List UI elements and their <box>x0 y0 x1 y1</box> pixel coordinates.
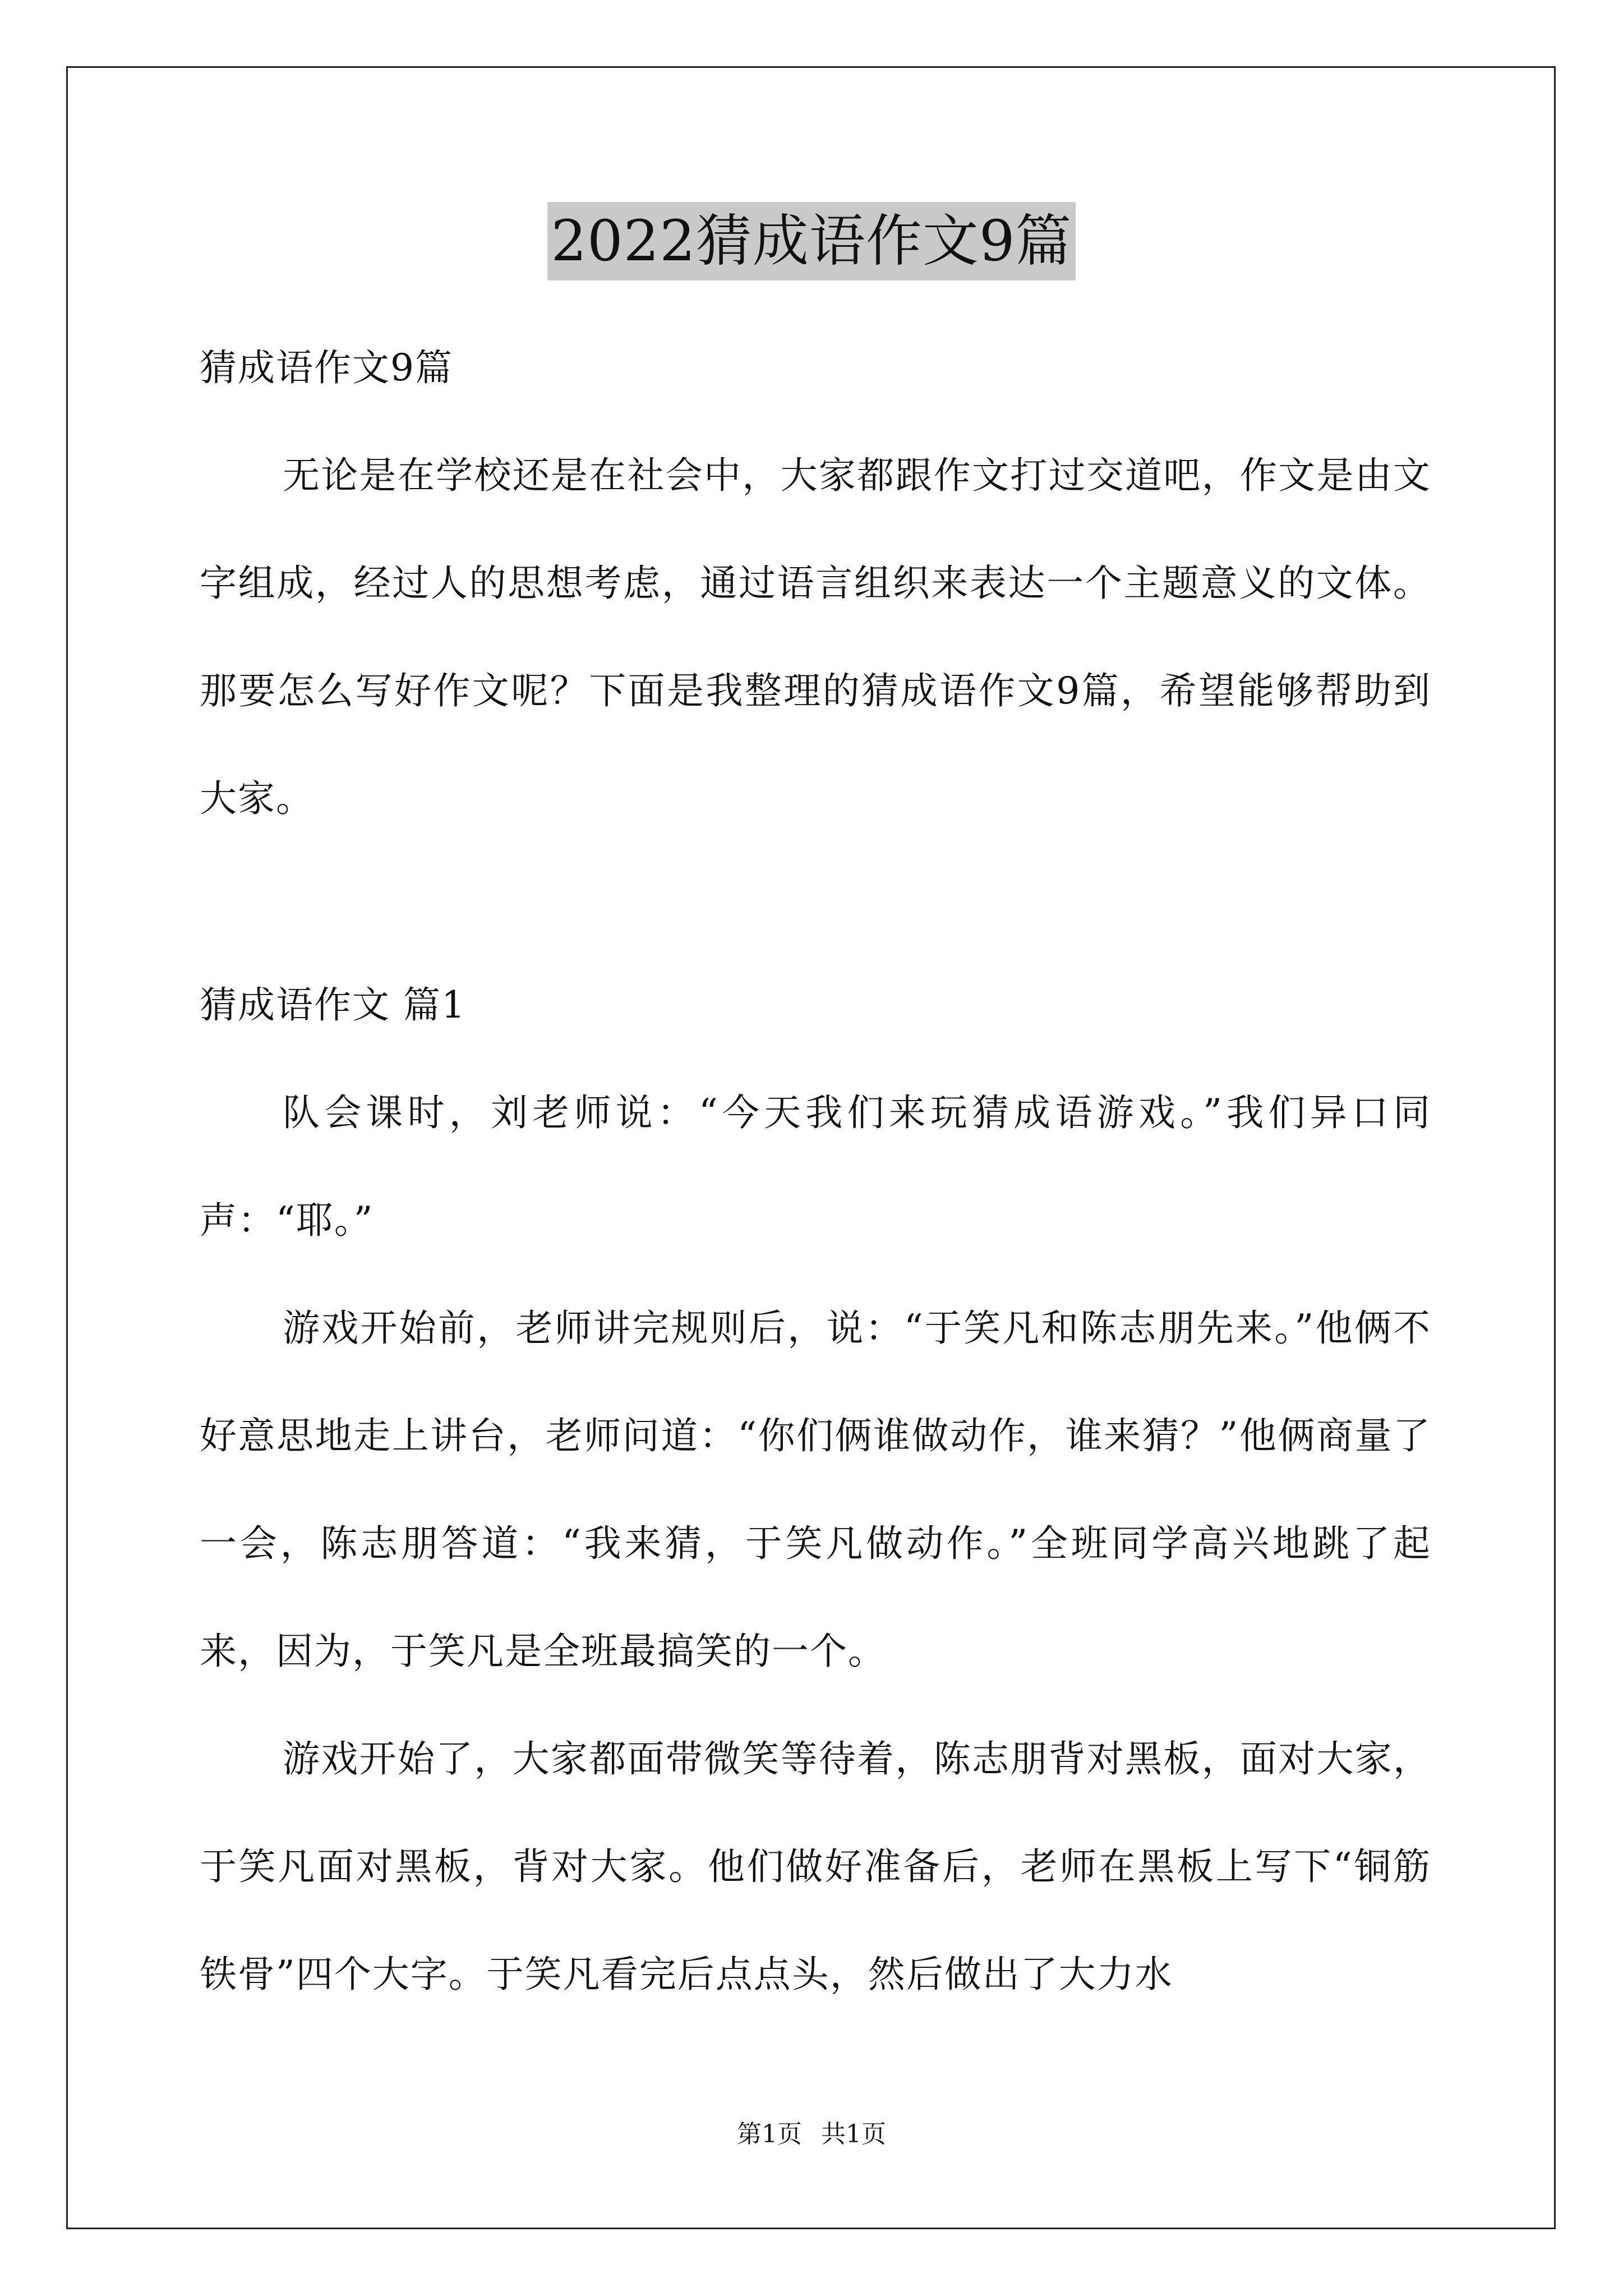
page-footer <box>0 2118 1623 2151</box>
body-paragraph-2: 游戏开始前，老师讲完规则后，说：“于笑凡和陈志朋先来。”他俩不好意思地走上讲台，老师问道：“你们俩谁做动作，谁来猜？”他俩商量了一会，陈志朋答道：“我来猜，于笑凡做动作。”全班同学高兴地跳了起来，因为，于笑凡是全班最搞笑的一个。 <box>200 1306 1431 1673</box>
document-body <box>200 314 1431 2028</box>
body-paragraph-1: 队会课时，刘老师说：“今天我们来玩猜成语游戏。”我们异口同声：“耶。” <box>200 1091 1431 1242</box>
page-number: 第1页 <box>737 2120 802 2148</box>
title-container <box>0 202 1623 280</box>
intro-paragraph: 无论是在学校还是在社会中，大家都跟作文打过交道吧，作文是由文字组成，经过人的思想考虑，通过语言组织来表达一个主题意义的文体。那要怎么写好作文呢？下面是我整理的猜成语作文9篇，希望能够帮助到大家。 <box>200 454 1431 820</box>
section-spacer <box>200 853 1431 951</box>
body-paragraph-3: 游戏开始了，大家都面带微笑等待着，陈志朋背对黑板，面对大家，于笑凡面对黑板，背对大家。他们做好准备后，老师在黑板上写下“铜筋铁骨”四个大字。于笑凡看完后点点头，然后做出了大力水 <box>200 1737 1431 1996</box>
document-subtitle: 猜成语作文9篇 <box>200 346 453 389</box>
section-heading: 猜成语作文 篇1 <box>200 983 466 1027</box>
document-title: 2022猜成语作文9篇 <box>547 202 1075 280</box>
page-total: 共1页 <box>821 2120 886 2148</box>
